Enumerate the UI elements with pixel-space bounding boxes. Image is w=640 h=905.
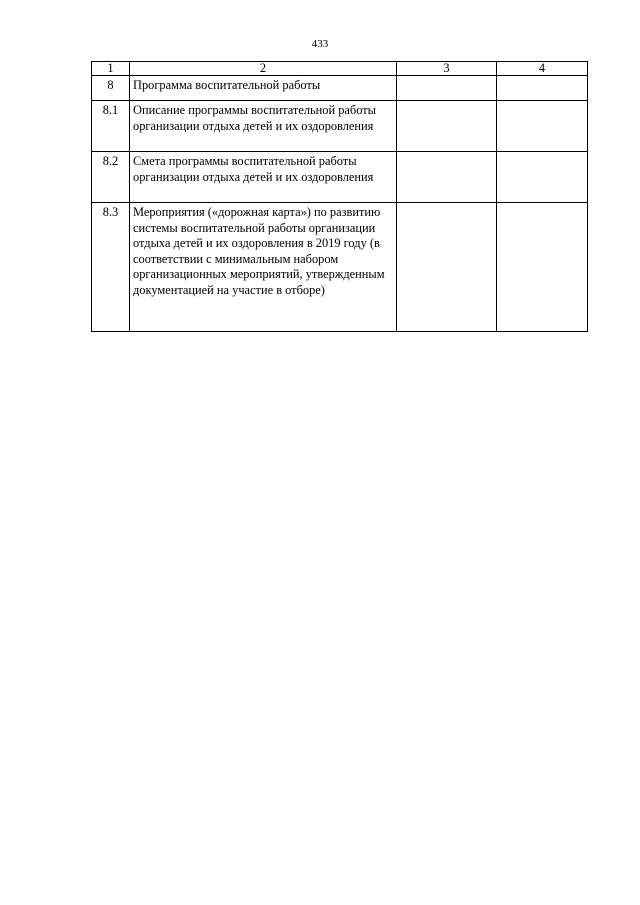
table-row bbox=[92, 101, 588, 152]
row-cell-4 bbox=[497, 76, 588, 101]
page-number: 433 bbox=[311, 38, 329, 50]
row-description: Мероприятия («дорожная карта») по развитию системы воспитательной работы организации отдыха детей и их оздоровления в 2019 году (в соответствии с минимальным набором организационных мероприятий, утвержденным документацией на участие в отборе) bbox=[130, 203, 397, 332]
column-header-1: 1 bbox=[92, 62, 130, 76]
row-description: Смета программы воспитательной работы организации отдыха детей и их оздоровления bbox=[130, 152, 397, 203]
table-row bbox=[92, 152, 588, 203]
column-header-3: 3 bbox=[397, 62, 497, 76]
row-number: 8 bbox=[92, 76, 130, 101]
row-number: 8.2 bbox=[92, 152, 130, 203]
document-table bbox=[91, 61, 588, 332]
column-header-2: 2 bbox=[130, 62, 397, 76]
row-cell-4 bbox=[497, 101, 588, 152]
row-description: Программа воспитательной работы bbox=[130, 76, 397, 101]
table-row bbox=[92, 76, 588, 101]
row-number: 8.3 bbox=[92, 203, 130, 332]
row-cell-4 bbox=[497, 152, 588, 203]
table-row bbox=[92, 203, 588, 332]
column-header-4: 4 bbox=[497, 62, 588, 76]
row-cell-3 bbox=[397, 203, 497, 332]
row-description: Описание программы воспитательной работы организации отдыха детей и их оздоровления bbox=[130, 101, 397, 152]
row-cell-3 bbox=[397, 152, 497, 203]
row-number: 8.1 bbox=[92, 101, 130, 152]
row-cell-4 bbox=[497, 203, 588, 332]
table-header-row bbox=[92, 62, 588, 76]
row-cell-3 bbox=[397, 76, 497, 101]
row-cell-3 bbox=[397, 101, 497, 152]
